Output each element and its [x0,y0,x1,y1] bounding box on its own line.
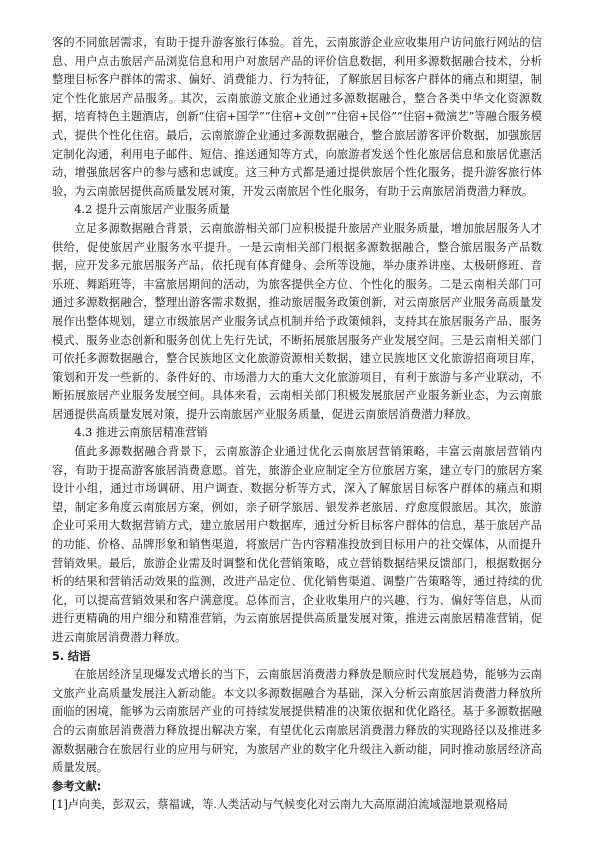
section-5-heading: 5. 结语 [52,649,91,663]
section-4-3-title: 4.3 推进云南旅居精准营销 [74,426,208,440]
reference-item-1: [1]卢向美，彭双云，蔡福诚，等.人类活动与气候变化对云南九大高原湖泊流域湿地景观格局 [52,798,508,812]
section-4-2-title: 4.2 提升云南旅居产业服务质量 [74,203,230,217]
paper-page [52,34,542,815]
section-4-3-paragraph: 值此多源数据融合背景下，云南旅游企业通过优化云南旅居营销策略，丰富云南旅居营销内容，有助于提高游客旅居消费意愿。首先，旅游企业应制定全方位旅居方案，建立专门的旅居方案设计小组，通过市场调研、用户调查、数据分析等方式，深入了解旅居目标客户群体的痛点和期望，制定多角度云南旅居方案，例如，亲子研学旅居、银发养老旅居、疗愈度假旅居。其次，旅游企业可采用大数据营销方式，建立旅居用户数据库，通过分析目标客户群体的信息，基于旅居产品的功能、价格、品牌形象和销售渠道，将旅居广告内容精准投放到目标用户的社交媒体，从而提升营销效果。最后，旅游企业需及时调整和优化营销策略，成立营销数据结果反馈部门，根据数据分析的结果和营销活动效果的监测，改进产品定位、优化销售渠道、调整广告策略等，通过持续的优化，可以提高营销效果和客户满意度。总体而言，企业收集用户的兴趣、行为、偏好等信息，从而进行更精确的用户细分和精准营销，为云南旅居提供高质量发展对策，推进云南旅居精准营销，促进云南旅居消费潜力释放。 [52,445,542,644]
section-4-2-paragraph: 立足多源数据融合背景，云南旅游相关部门应积极提升旅居产业服务质量，增加旅居服务人才供给，促使旅居产业服务水平提升。一是云南相关部门根据多源数据融合，整合旅居服务产品数据，应开发多元旅居服务产品，依托现有体育健身、会所等设施，举办康养讲座、太极研修班、音乐班、舞蹈班等，丰富旅居期间的活动，为旅客提供全方位、个性化的服务。二是云南相关部门可通过多源数据融合，整理出游客需求数据，推动旅居服务政策创新，对云南旅居产业服务高质量发展作出整体规划，建立市级旅居产业服务试点机制并给予政策倾斜，支持其在旅居服务产品、服务模式、服务业态创新和服务创优上先行先试，不断拓展旅居服务产业发展空间。三是云南相关部门可依托多源数据融合，整合民族地区文化旅游资源相关数据，建立民族地区文化旅游招商项目库，策划和开发一些新的、条件好的、市场潜力大的重大文化旅游项目，有利于旅游与多产业联动，不断拓展旅居产业服务发展空间。具体来看，云南相关部门积极发展旅居产业服务新业态，为云南旅居通提供高质量发展对策，提升云南旅居产业服务质量，促进云南旅居消费潜力释放。 [52,221,542,421]
section-5-paragraph: 在旅居经济呈现爆发式增长的当下，云南旅居消费潜力释放是顺应时代发展趋势，能够为云南文旅产业高质量发展注入新动能。本文以多源数据融合为基础，深入分析云南旅居消费潜力释放所面临的困境，能够为云南旅居产业的可持续发展提供精准的决策依据和优化路径。基于多源数据融合的云南旅居消费潜力释放提出解决方案，有望优化云南旅居消费潜力释放的实现路径以及推进多源数据融合在旅居行业的应用与研究，为旅居产业的数字化升级注入新动能，同时推动旅居经济高质量发展。 [52,668,542,775]
references-heading: 参考文献: [52,779,102,793]
continuation-paragraph: 客的不同旅居需求，有助于提升游客旅行体验。首先，云南旅游企业应收集用户访问旅行网站的信息、用户点击旅居产品浏览信息和用户对旅居产品的评价信息数据，利用多源数据融合技术，分析整理目标客户群体的需求、偏好、消费能力、行为特征，了解旅居目标客户群体的痛点和期望，制定个性化旅居产品服务。其次，云南旅游文旅企业通过多源数据融合，整合各类中华文化资源数据，培育特色主题酒店，创新“住宿+国学”“住宿+文创”“住宿+民俗”“住宿+微演艺”等融合服务模式，提供个性化住宿。最后，云南旅游企业通过多源数据融合，整合旅居游客评价数据，加强旅居定制化沟通，利用电子邮件、短信、推送通知等方式，向旅游者发送个性化旅居信息和旅居优惠活动，增强旅居客户的参与感和忠诚度。这三种方式都是通过提供旅居个性化服务，提升游客旅行体验，为云南旅居提供高质量发展对策，开发云南旅居个性化服务，有助于云南旅居消费潜力释放。 [52,36,542,198]
